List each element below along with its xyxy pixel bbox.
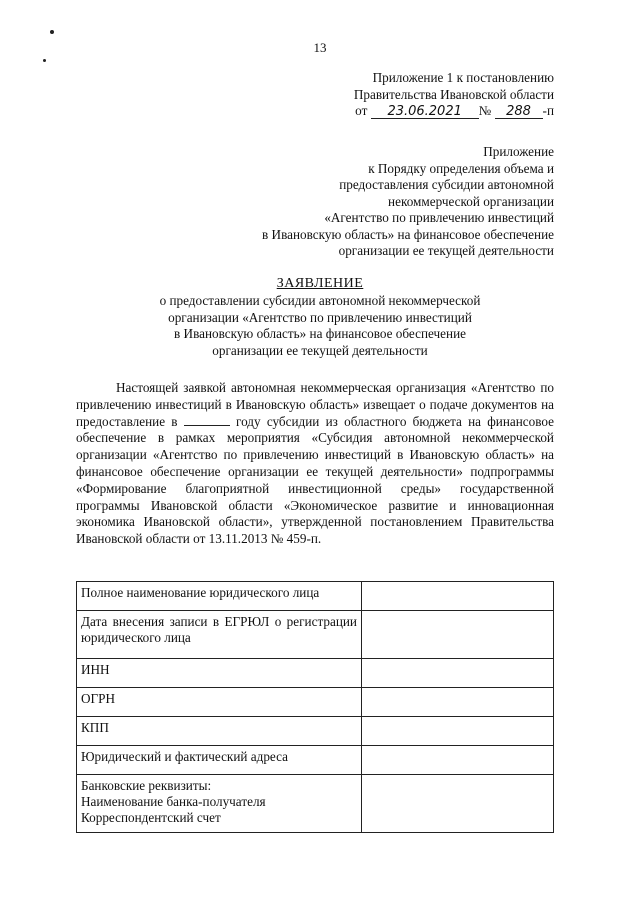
- row-value-egrul-date[interactable]: [362, 611, 554, 659]
- document-subtitle: [0, 293, 640, 359]
- handwritten-date: 23.06.2021: [371, 105, 479, 119]
- body-text-end: году субсидии из областного бюджета на финансовое обеспечение в рамках мероприятия «Субсидия автономной некоммерческой организации «Агентство по привлечению инвестиций в Ивановскую область» на финансовое обеспечение организации ее текущей деятельности» подпрограммы «Формирование благоприятной инвестиционной среды» государственной программы Ивановской области «Экономическое развитие и инновационная экономика Ивановской области», утвержденной постановлением Правительства Ивановской области от 13.11.2013 № 459-п.: [76, 413, 554, 547]
- body-paragraph: [76, 380, 554, 548]
- annex1-line: Приложение 1 к постановлению: [372, 70, 554, 85]
- row-label-addresses: Юридический и фактический адреса: [77, 746, 362, 775]
- subtitle-line: о предоставлении субсидии автономной некоммерческой: [159, 293, 481, 308]
- date-prefix: от: [355, 103, 368, 118]
- subtitle-line: организации «Агентство по привлечению инвестиций: [168, 309, 472, 325]
- annex2-line: организации ее текущей деятельности: [338, 243, 554, 258]
- annex2-header: [262, 144, 554, 260]
- row-value-full-name[interactable]: [362, 582, 554, 611]
- year-blank-field[interactable]: [184, 414, 230, 426]
- table-row: [77, 611, 554, 659]
- annex1-line: Правительства Ивановской области: [353, 86, 554, 102]
- annex2-line: к Порядку определения объема и: [368, 160, 554, 176]
- annex1-date-line: [354, 103, 554, 120]
- document-title: ЗАЯВЛЕНИЕ: [276, 276, 364, 291]
- annex2-line: Приложение: [483, 144, 554, 159]
- bank-details-heading: Банковские реквизиты:: [81, 778, 212, 793]
- annex2-line: в Ивановскую область» на финансовое обеспечение: [262, 226, 554, 242]
- row-label-ogrn: ОГРН: [77, 688, 362, 717]
- table-row: [77, 659, 554, 688]
- correspondent-account-label: Корреспондентский счет: [81, 810, 221, 825]
- row-label-inn: ИНН: [77, 659, 362, 688]
- row-label-egrul-text: Дата внесения записи в ЕГРЮЛ о регистрации юридического лица: [81, 614, 357, 645]
- number-suffix: -п: [542, 103, 554, 118]
- annex2-line: «Агентство по привлечению инвестиций: [324, 210, 554, 225]
- annex1-header: [354, 70, 554, 120]
- row-value-kpp[interactable]: [362, 717, 554, 746]
- subtitle-line: организации ее текущей деятельности: [212, 342, 428, 358]
- table-row: [77, 746, 554, 775]
- row-value-inn[interactable]: [362, 659, 554, 688]
- table-row: [77, 582, 554, 611]
- row-label-kpp: КПП: [77, 717, 362, 746]
- scan-dot: [43, 59, 46, 62]
- number-prefix: №: [478, 103, 492, 118]
- subtitle-line: в Ивановскую область» на финансовое обеспечение: [174, 326, 466, 341]
- row-label-egrul-date: [77, 611, 362, 659]
- scan-dot: [50, 30, 54, 34]
- row-label-full-name: Полное наименование юридического лица: [77, 582, 362, 611]
- table-row: [77, 775, 554, 833]
- annex2-line: некоммерческой организации: [388, 193, 554, 209]
- row-value-ogrn[interactable]: [362, 688, 554, 717]
- table-row: [77, 688, 554, 717]
- body-text-start: Настоящей заявкой автономная некоммерческая организация «Агентство по привлечению инвестиций в Ивановскую область» извещает о подаче документов на предоставление в: [76, 380, 554, 429]
- applicant-details-table: [76, 581, 554, 833]
- page-number: 13: [313, 40, 327, 55]
- table-row: [77, 717, 554, 746]
- bank-name-label: Наименование банка-получателя: [81, 794, 266, 809]
- row-label-bank-details: [77, 775, 362, 833]
- handwritten-number: 288: [495, 105, 543, 119]
- annex2-line: предоставления субсидии автономной: [339, 177, 554, 192]
- row-value-bank-details[interactable]: [362, 775, 554, 833]
- row-value-addresses[interactable]: [362, 746, 554, 775]
